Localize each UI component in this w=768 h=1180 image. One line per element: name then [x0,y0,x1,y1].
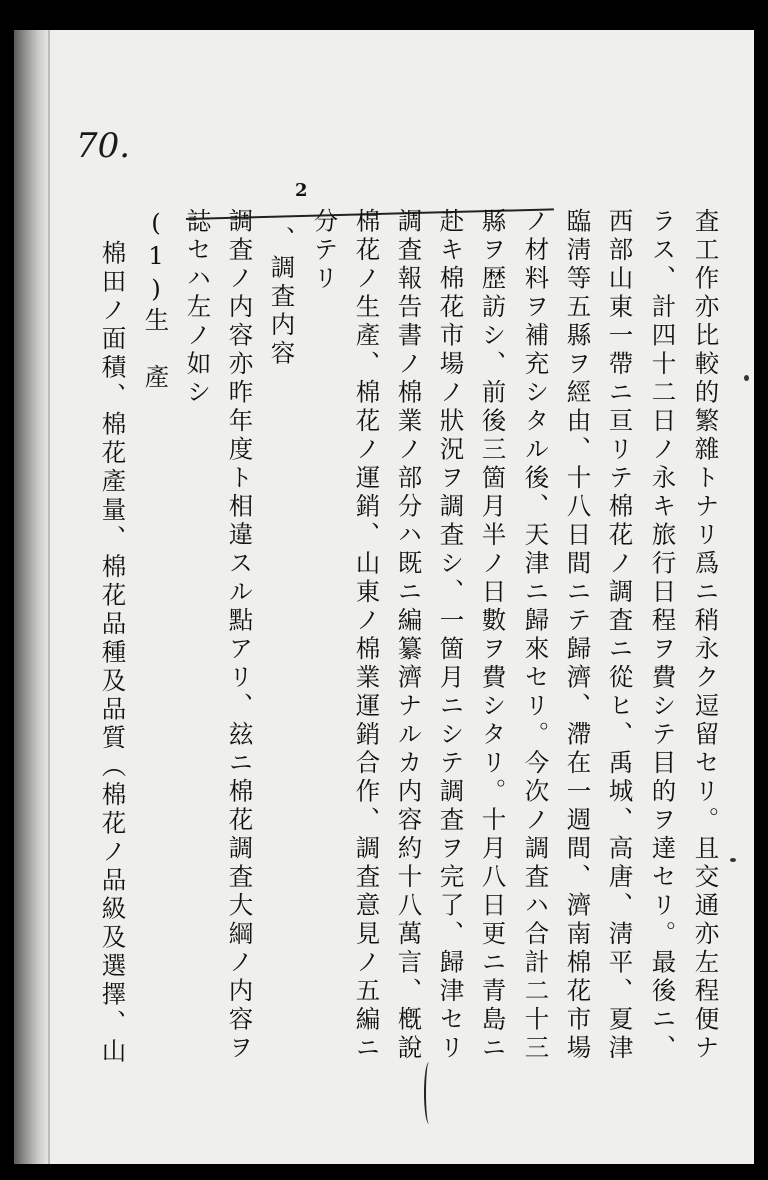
text-column: 西部山東一帶ニ亘リテ棉花ノ調査ニ從ヒ、禹城、高唐、淸平、夏津 [605,208,635,1063]
text-column: 調査報告書ノ棉業ノ部分ハ既ニ編纂濟ナルカ内容約十八萬言、槪說 [394,208,424,1063]
text-column: 分テリ [310,208,340,294]
book-binding [14,30,48,1164]
text-column: 棉田ノ面積、棉花產量、棉花品種及品質（棉花ノ品級及選擇、山 [98,240,128,1067]
text-column: 査工作亦比較的繁雜トナリ爲ニ稍永ク逗留セリ。且交通亦左程便ナ [691,208,721,1063]
text-column: 誌セハ左ノ如シ [183,208,213,408]
section-number: 2 [295,180,308,201]
text-column: 臨淸等五縣ヲ經由、十八日間ニテ歸濟、滯在一週間、濟南棉花市場 [563,208,593,1063]
scan-speck [744,375,749,381]
document-page [14,30,754,1164]
scan-speck [730,858,736,862]
page-number: 70. [76,126,131,166]
text-column: 縣ヲ歴訪シ、前後三箇月半ノ日數ヲ費シタリ。十月八日更ニ青島ニ [478,208,508,1063]
section-heading: 、調査内容 [267,226,297,369]
text-column: ノ材料ヲ補充シタル後、天津ニ歸來セリ。今次ノ調査ハ合計二十三 [521,208,551,1063]
text-column: 赴キ棉花市場ノ狀況ヲ調査シ、一箇月ニシテ調査ヲ完了、歸津セリ [436,208,466,1063]
text-column: 調査ノ内容亦昨年度ト相違スル點アリ、玆ニ棉花調査大綱ノ内容ヲ [225,208,255,1063]
pencil-mark [424,1062,434,1124]
text-column: 棉花ノ生產、棉花ノ運銷、山東ノ棉業運銷合作、調査意見ノ五編ニ [352,208,382,1063]
subsection-heading: (1)生 產 [141,208,171,393]
text-column: ラス、計四十二日ノ永キ旅行日程ヲ費シテ目的ヲ達セリ。最後ニ、 [648,208,678,1063]
binding-edge [48,30,50,1164]
